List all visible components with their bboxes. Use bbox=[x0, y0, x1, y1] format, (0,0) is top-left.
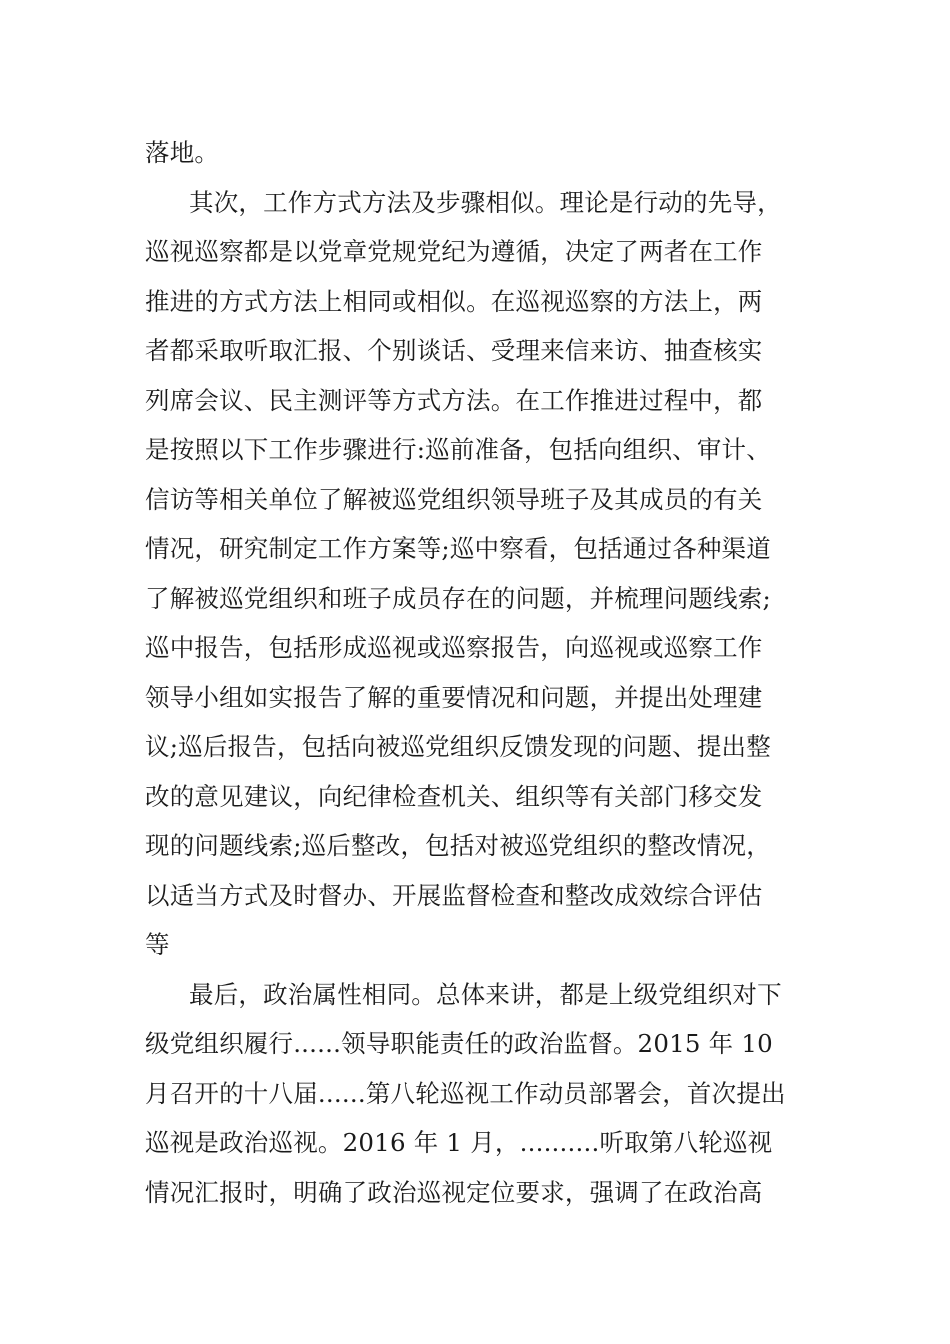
text-line: 是按照以下工作步骤进行:巡前准备，包括向组织、审计、 bbox=[145, 435, 771, 464]
text-line: 以适当方式及时督办、开展监督检查和整改成效综合评估 bbox=[145, 880, 763, 910]
text-line: 了解被巡党组织和班子成员存在的问题，并梳理问题线索; bbox=[145, 583, 771, 613]
text-line: 议;巡后报告，包括向被巡党组织反馈发现的问题、提出整 bbox=[145, 732, 771, 761]
text-line: 情况汇报时，明确了政治巡视定位要求，强调了在政治高 bbox=[145, 1177, 763, 1207]
text-line: 巡视是政治巡视。2016 年 1 月，..........听取第八轮巡视 bbox=[145, 1128, 773, 1157]
text-line: 领导小组如实报告了解的重要情况和问题，并提出处理建 bbox=[145, 682, 763, 712]
text-line: 落地。 bbox=[145, 138, 220, 167]
text-line: 改的意见建议，向纪律检查机关、组织等有关部门移交发 bbox=[145, 781, 763, 811]
text-line: 情况，研究制定工作方案等;巡中察看，包括通过各种渠道 bbox=[145, 534, 771, 563]
text-line: 推进的方式方法上相同或相似。在巡视巡察的方法上，两 bbox=[145, 286, 763, 316]
text-line: 巡视巡察都是以党章党规党纪为遵循，决定了两者在工作 bbox=[145, 237, 763, 266]
text-line: 等 bbox=[145, 930, 170, 959]
text-line: 信访等相关单位了解被巡党组织领导班子及其成员的有关 bbox=[145, 484, 763, 514]
text-line: 现的问题线索;巡后整改，包括对被巡党组织的整改情况， bbox=[145, 831, 771, 860]
text-line: 级党组织履行......领导职能责任的政治监督。2015 年 10 bbox=[145, 1029, 773, 1058]
text-line: 月召开的十八届......第八轮巡视工作动员部署会，首次提出 bbox=[145, 1078, 786, 1108]
text-line: 其次，工作方式方法及步骤相似。理论是行动的先导， bbox=[189, 187, 782, 217]
text-line: 最后，政治属性相同。总体来讲，都是上级党组织对下 bbox=[189, 979, 782, 1009]
body-text bbox=[145, 128, 815, 1217]
text-line: 者都采取听取汇报、个别谈话、受理来信来访、抽查核实 bbox=[145, 336, 763, 365]
text-line: 巡中报告，包括形成巡视或巡察报告，向巡视或巡察工作 bbox=[145, 633, 763, 662]
text-line: 列席会议、民主测评等方式方法。在工作推进过程中，都 bbox=[145, 385, 763, 415]
